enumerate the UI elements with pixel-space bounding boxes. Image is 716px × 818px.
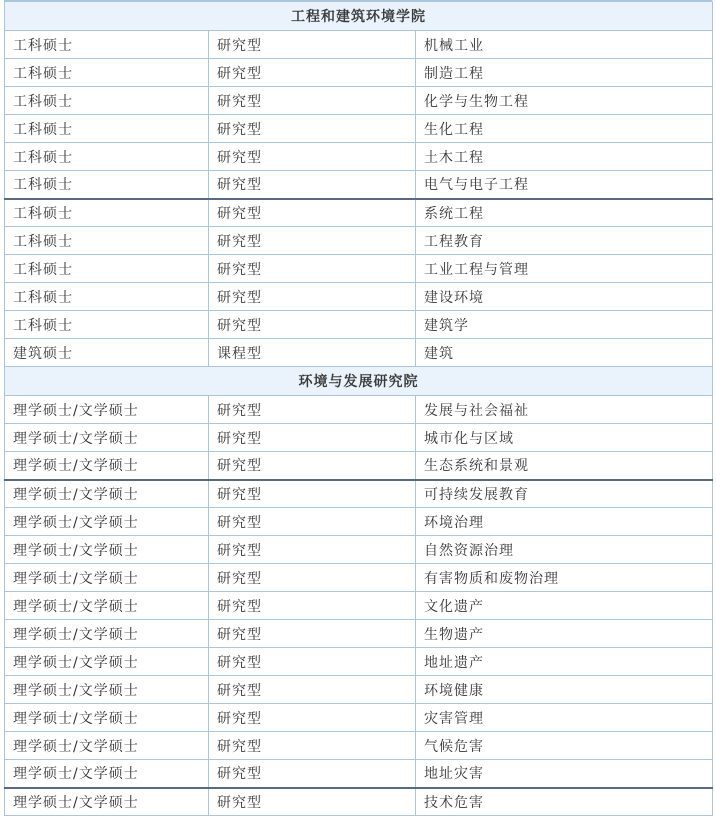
degree-cell: 工科硕士 — [5, 255, 209, 283]
degree-cell: 理学硕士/文学硕士 — [5, 676, 209, 704]
section-title: 工程和建筑环境学院 — [5, 2, 713, 31]
type-cell: 研究型 — [209, 620, 416, 648]
degree-cell: 理学硕士/文学硕士 — [5, 732, 209, 760]
type-cell: 研究型 — [209, 452, 416, 480]
type-cell: 研究型 — [209, 87, 416, 115]
degree-cell: 建筑硕士 — [5, 339, 209, 367]
type-cell: 研究型 — [209, 227, 416, 255]
programs-table — [4, 1, 713, 816]
type-cell: 研究型 — [209, 592, 416, 620]
type-cell: 研究型 — [209, 31, 416, 59]
type-cell: 研究型 — [209, 396, 416, 424]
degree-cell: 理学硕士/文学硕士 — [5, 508, 209, 536]
major-cell: 生态系统和景观 — [416, 452, 713, 480]
table-row — [5, 255, 713, 283]
section-header-row — [5, 2, 713, 31]
type-cell: 研究型 — [209, 676, 416, 704]
type-cell: 研究型 — [209, 311, 416, 339]
major-cell: 地址遗产 — [416, 648, 713, 676]
table-row — [5, 87, 713, 115]
major-cell: 技术危害 — [416, 788, 713, 816]
major-cell: 灾害管理 — [416, 704, 713, 732]
type-cell: 研究型 — [209, 171, 416, 199]
type-cell: 研究型 — [209, 704, 416, 732]
table-row — [5, 620, 713, 648]
degree-cell: 理学硕士/文学硕士 — [5, 480, 209, 508]
degree-cell: 工科硕士 — [5, 171, 209, 199]
degree-cell: 工科硕士 — [5, 115, 209, 143]
table-row — [5, 648, 713, 676]
degree-cell: 工科硕士 — [5, 227, 209, 255]
table-row — [5, 227, 713, 255]
type-cell: 研究型 — [209, 732, 416, 760]
type-cell: 课程型 — [209, 339, 416, 367]
type-cell: 研究型 — [209, 536, 416, 564]
table-row — [5, 115, 713, 143]
table-row — [5, 452, 713, 480]
degree-cell: 工科硕士 — [5, 59, 209, 87]
major-cell: 文化遗产 — [416, 592, 713, 620]
table-row — [5, 59, 713, 87]
table-row — [5, 283, 713, 311]
major-cell: 土木工程 — [416, 143, 713, 171]
table-row — [5, 704, 713, 732]
table-row — [5, 788, 713, 816]
degree-cell: 理学硕士/文学硕士 — [5, 536, 209, 564]
major-cell: 机械工业 — [416, 31, 713, 59]
major-cell: 生化工程 — [416, 115, 713, 143]
table-row — [5, 508, 713, 536]
major-cell: 可持续发展教育 — [416, 480, 713, 508]
major-cell: 地址灾害 — [416, 760, 713, 788]
degree-cell: 理学硕士/文学硕士 — [5, 396, 209, 424]
degree-cell: 工科硕士 — [5, 199, 209, 227]
major-cell: 有害物质和废物治理 — [416, 564, 713, 592]
type-cell: 研究型 — [209, 59, 416, 87]
type-cell: 研究型 — [209, 199, 416, 227]
degree-cell: 工科硕士 — [5, 31, 209, 59]
major-cell: 气候危害 — [416, 732, 713, 760]
degree-cell: 工科硕士 — [5, 283, 209, 311]
type-cell: 研究型 — [209, 564, 416, 592]
table-row — [5, 480, 713, 508]
table-row — [5, 311, 713, 339]
table-row — [5, 536, 713, 564]
degree-cell: 理学硕士/文学硕士 — [5, 564, 209, 592]
type-cell: 研究型 — [209, 480, 416, 508]
major-cell: 环境治理 — [416, 508, 713, 536]
major-cell: 生物遗产 — [416, 620, 713, 648]
degree-cell: 理学硕士/文学硕士 — [5, 648, 209, 676]
type-cell: 研究型 — [209, 648, 416, 676]
degree-cell: 工科硕士 — [5, 87, 209, 115]
major-cell: 化学与生物工程 — [416, 87, 713, 115]
major-cell: 建筑 — [416, 339, 713, 367]
degree-cell: 理学硕士/文学硕士 — [5, 452, 209, 480]
type-cell: 研究型 — [209, 143, 416, 171]
degree-cell: 理学硕士/文学硕士 — [5, 424, 209, 452]
degree-cell: 理学硕士/文学硕士 — [5, 760, 209, 788]
degree-cell: 理学硕士/文学硕士 — [5, 788, 209, 816]
section-header-row — [5, 367, 713, 396]
degree-cell: 理学硕士/文学硕士 — [5, 592, 209, 620]
degree-cell: 工科硕士 — [5, 311, 209, 339]
table-row — [5, 732, 713, 760]
major-cell: 电气与电子工程 — [416, 171, 713, 199]
major-cell: 自然资源治理 — [416, 536, 713, 564]
major-cell: 建筑学 — [416, 311, 713, 339]
major-cell: 工业工程与管理 — [416, 255, 713, 283]
type-cell: 研究型 — [209, 508, 416, 536]
major-cell: 环境健康 — [416, 676, 713, 704]
programs-table-body — [5, 2, 713, 816]
table-row — [5, 171, 713, 199]
table-row — [5, 592, 713, 620]
table-row — [5, 199, 713, 227]
table-row — [5, 760, 713, 788]
degree-cell: 理学硕士/文学硕士 — [5, 704, 209, 732]
table-row — [5, 143, 713, 171]
section-title: 环境与发展研究院 — [5, 367, 713, 396]
type-cell: 研究型 — [209, 424, 416, 452]
major-cell: 建设环境 — [416, 283, 713, 311]
degree-cell: 理学硕士/文学硕士 — [5, 620, 209, 648]
type-cell: 研究型 — [209, 283, 416, 311]
table-row — [5, 339, 713, 367]
table-row — [5, 424, 713, 452]
table-row — [5, 676, 713, 704]
type-cell: 研究型 — [209, 788, 416, 816]
table-row — [5, 564, 713, 592]
degree-cell: 工科硕士 — [5, 143, 209, 171]
major-cell: 工程教育 — [416, 227, 713, 255]
type-cell: 研究型 — [209, 255, 416, 283]
type-cell: 研究型 — [209, 115, 416, 143]
major-cell: 系统工程 — [416, 199, 713, 227]
table-row — [5, 31, 713, 59]
major-cell: 城市化与区域 — [416, 424, 713, 452]
major-cell: 发展与社会福祉 — [416, 396, 713, 424]
major-cell: 制造工程 — [416, 59, 713, 87]
table-row — [5, 396, 713, 424]
type-cell: 研究型 — [209, 760, 416, 788]
